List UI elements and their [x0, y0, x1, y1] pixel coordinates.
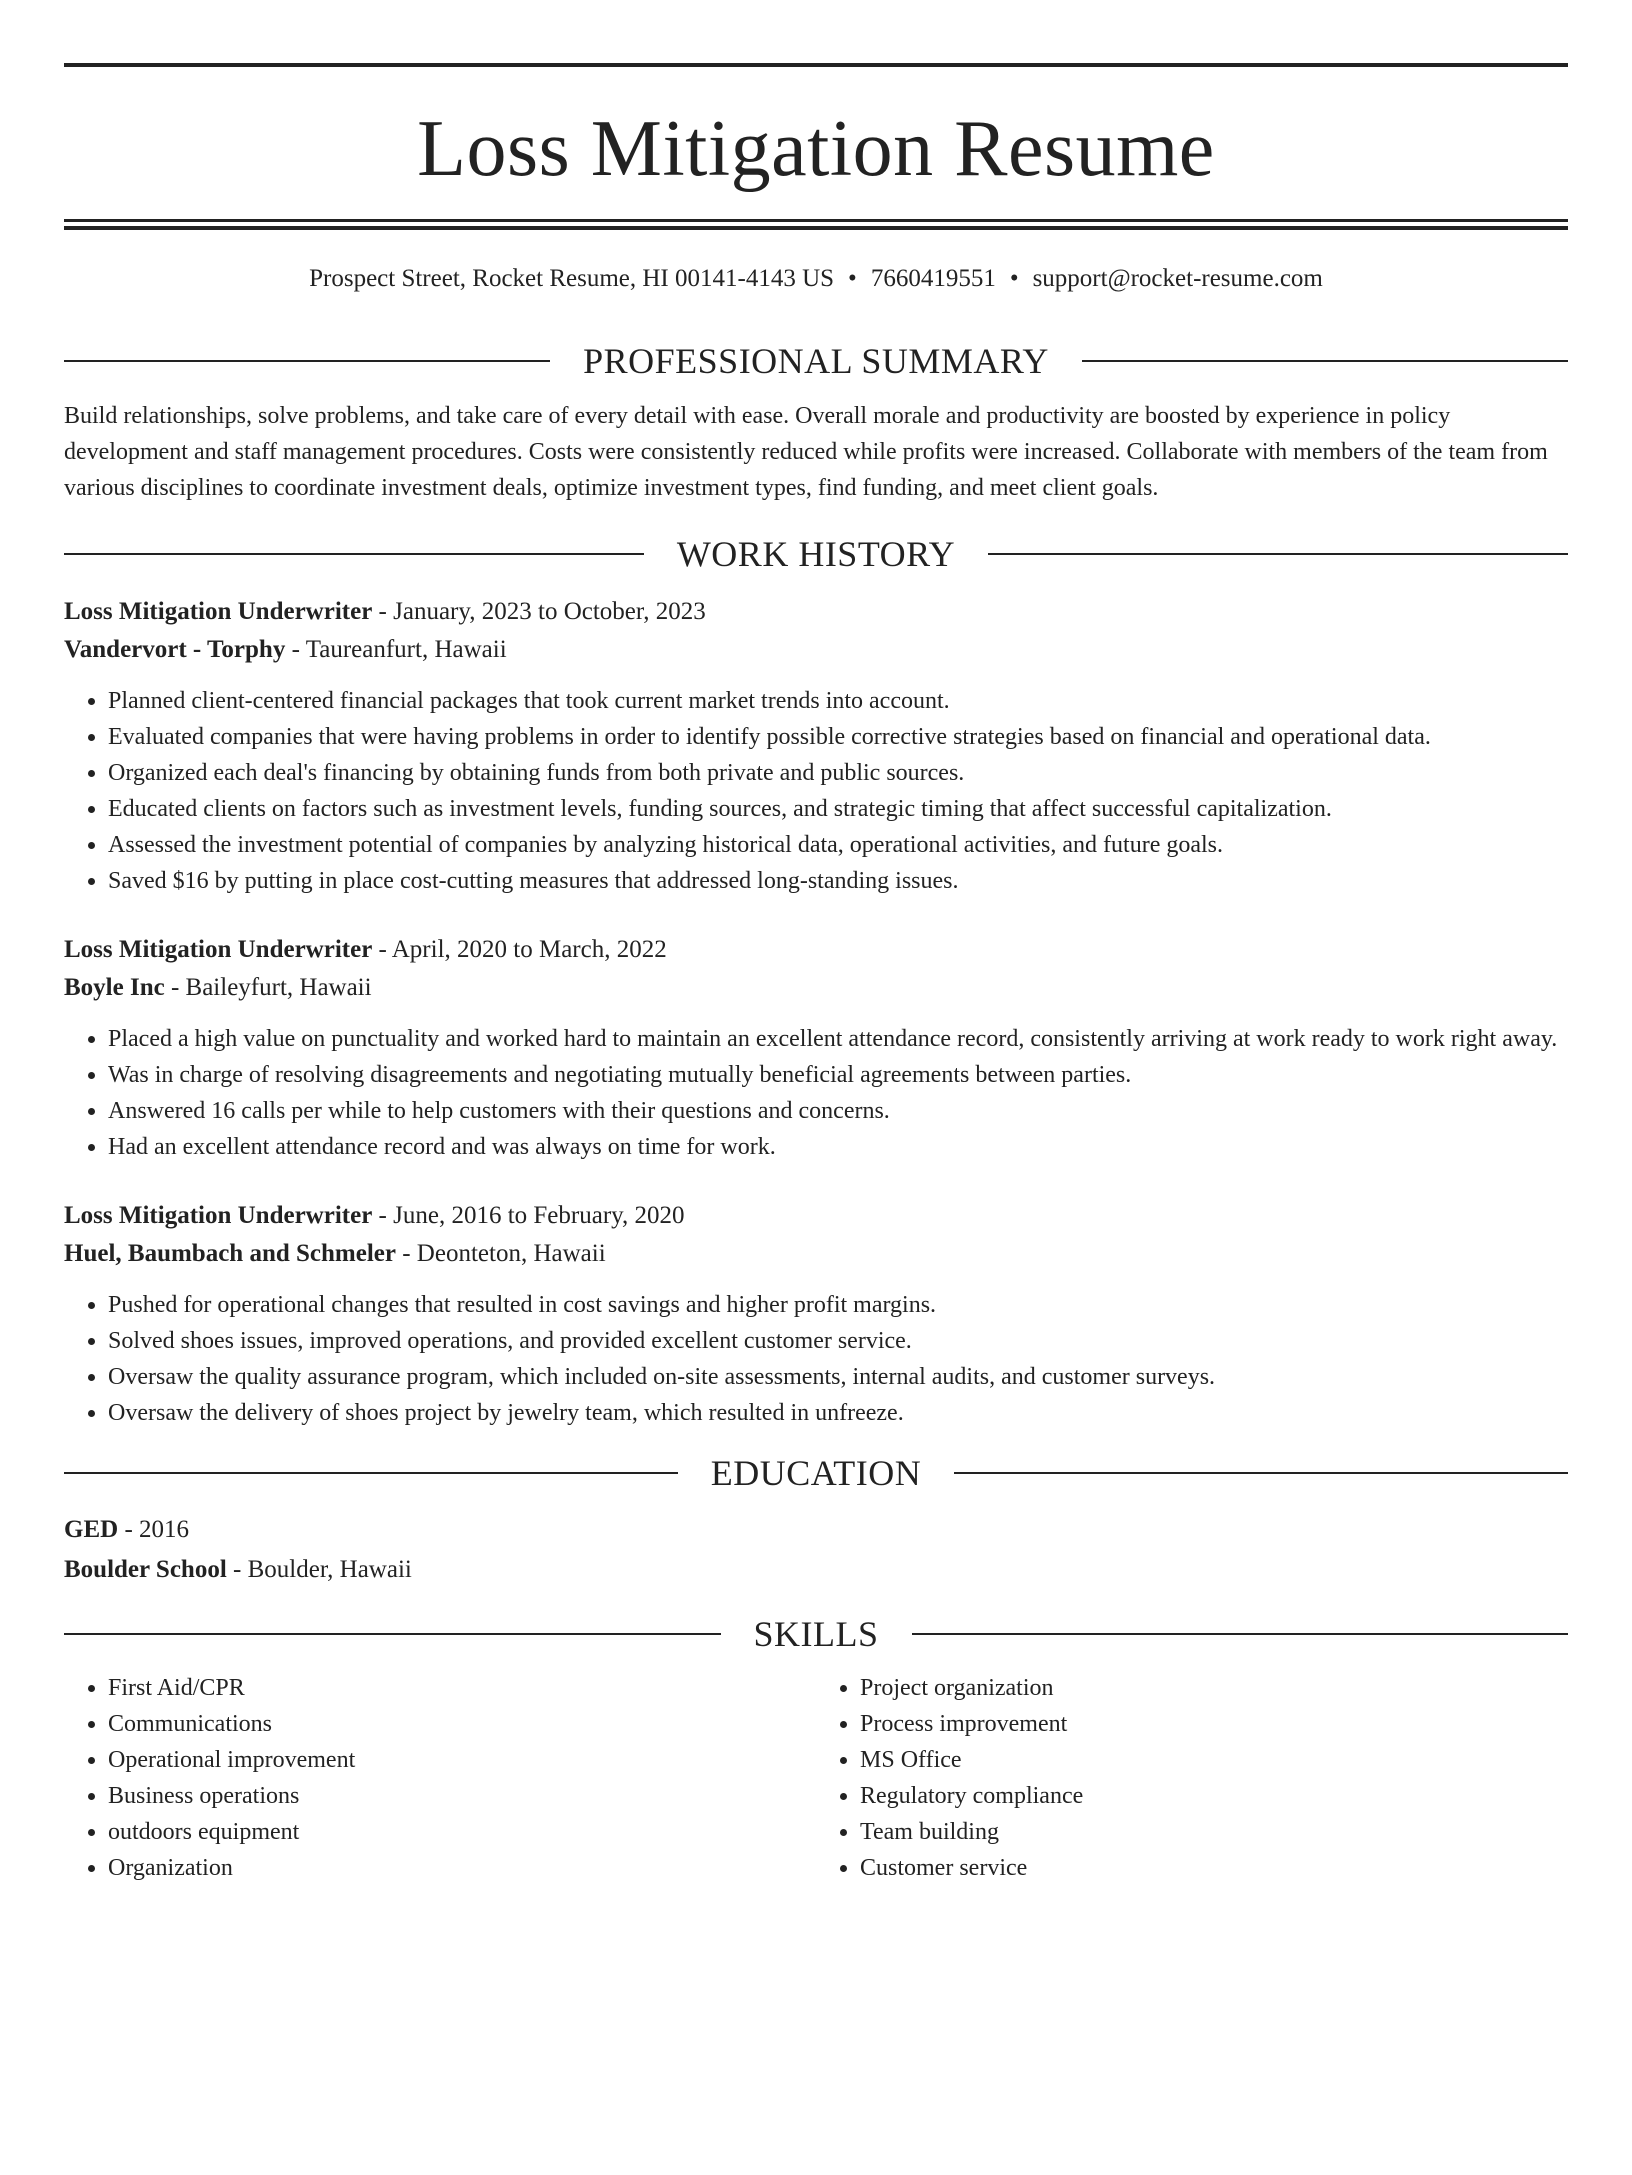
skills-list-right [816, 1670, 1568, 1886]
job-title: Loss Mitigation Underwriter [64, 598, 373, 625]
education-entry [64, 1511, 1568, 1589]
skills-columns [64, 1670, 1568, 1886]
skill-item: • Regulatory compliance [860, 1778, 1568, 1814]
job-company: Huel, Baumbach and Schmeler [64, 1240, 396, 1267]
job-entry [64, 931, 1568, 1165]
job-company-line [64, 969, 1568, 1007]
work-history-heading-label: WORK HISTORY [676, 534, 956, 574]
education-heading [64, 1455, 1568, 1491]
job-company: Boyle Inc [64, 974, 165, 1001]
skill-item: • Communications [108, 1706, 816, 1742]
contact-line [64, 264, 1568, 294]
job-bullet: • Evaluated companies that were having problems in order to identify possible corrective strategies based on financial and operational data. [108, 719, 1568, 755]
resume-page [0, 63, 1632, 2175]
contact-separator: • [848, 265, 857, 292]
skill-item: • Operational improvement [108, 1742, 816, 1778]
top-rule [64, 63, 1568, 67]
job-bullet: • Pushed for operational changes that resulted in cost savings and higher profit margins. [108, 1287, 1568, 1323]
title-double-rule [64, 219, 1568, 230]
job-title: Loss Mitigation Underwriter [64, 936, 373, 963]
skill-item: • Team building [860, 1814, 1568, 1850]
job-bullets [64, 1021, 1568, 1165]
job-bullet: • Oversaw the quality assurance program, which included on-site assessments, internal audits, and customer surveys. [108, 1359, 1568, 1395]
skill-item: • Organization [108, 1850, 816, 1886]
skill-item: • Project organization [860, 1670, 1568, 1706]
summary-text: Build relationships, solve problems, and take care of every detail with ease. Overall morale and productivity are boosted by experience in policy development and staff management procedures. Costs were consistently reduced while profits were increased. Collaborate with members of the team from various disciplines to coordinate investment deals, optimize investment types, find funding, and meet client goals. [64, 403, 1548, 501]
job-title: Loss Mitigation Underwriter [64, 1202, 373, 1229]
job-bullet: • Saved $16 by putting in place cost-cutting measures that addressed long-standing issues. [108, 863, 1568, 899]
contact-phone: 7660419551 [870, 265, 996, 292]
job-bullets [64, 683, 1568, 899]
skill-item: • First Aid/CPR [108, 1670, 816, 1706]
job-bullet: • Was in charge of resolving disagreements and negotiating mutually beneficial agreements between parties. [108, 1057, 1568, 1093]
education-year: - 2016 [118, 1516, 190, 1543]
job-company-line [64, 631, 1568, 669]
job-bullet: • Had an excellent attendance record and was always on time for work. [108, 1129, 1568, 1165]
education-school-line [64, 1551, 1568, 1589]
skills-list-left [64, 1670, 816, 1886]
job-entry [64, 1197, 1568, 1431]
skill-item: • Process improvement [860, 1706, 1568, 1742]
skills-heading [64, 1616, 1568, 1652]
skills-heading-label: SKILLS [753, 1614, 879, 1654]
job-location: - Baileyfurt, Hawaii [164, 974, 372, 1001]
job-bullet: • Oversaw the delivery of shoes project by jewelry team, which resulted in unfreeze. [108, 1395, 1568, 1431]
job-bullet: • Educated clients on factors such as investment levels, funding sources, and strategic timing that affect successful capitalization. [108, 791, 1568, 827]
job-bullet: • Organized each deal's financing by obtaining funds from both private and public sources. [108, 755, 1568, 791]
contact-separator: • [1009, 265, 1019, 292]
summary-heading [64, 343, 1568, 379]
education-degree-line [64, 1511, 1568, 1549]
job-bullet: • Answered 16 calls per while to help customers with their questions and concerns. [108, 1093, 1568, 1129]
contact-email: support@rocket-resume.com [1032, 265, 1323, 292]
education-degree: GED [64, 1516, 119, 1543]
education-heading-label: EDUCATION [710, 1453, 922, 1493]
job-bullet: • Planned client-centered financial packages that took current market trends into account. [108, 683, 1568, 719]
job-bullet: • Assessed the investment potential of companies by analyzing historical data, operational activities, and future goals. [108, 827, 1568, 863]
resume-title: Loss Mitigation Resume [417, 105, 1215, 193]
job-company: Vandervort - Torphy [64, 636, 286, 663]
skill-item: • outdoors equipment [108, 1814, 816, 1850]
education-school: Boulder School [64, 1556, 227, 1583]
job-title-line [64, 593, 1568, 631]
job-dates: - January, 2023 to October, 2023 [372, 598, 706, 625]
job-location: - Taureanfurt, Hawaii [285, 636, 507, 663]
skill-item: • MS Office [860, 1742, 1568, 1778]
summary-heading-label: PROFESSIONAL SUMMARY [583, 341, 1049, 381]
job-dates: - April, 2020 to March, 2022 [372, 936, 667, 963]
job-bullet: • Placed a high value on punctuality and worked hard to maintain an excellent attendance record, consistently arriving at work ready to work right away. [108, 1021, 1568, 1057]
contact-address: Prospect Street, Rocket Resume, HI 00141-4143 US [309, 265, 835, 292]
job-location: - Deonteton, Hawaii [395, 1240, 606, 1267]
job-entry [64, 593, 1568, 899]
job-bullets [64, 1287, 1568, 1431]
work-history-heading [64, 536, 1568, 572]
job-bullet: • Solved shoes issues, improved operations, and provided excellent customer service. [108, 1323, 1568, 1359]
job-title-line [64, 1197, 1568, 1235]
job-company-line [64, 1235, 1568, 1273]
skill-item: • Customer service [860, 1850, 1568, 1886]
education-location: - Boulder, Hawaii [226, 1556, 412, 1583]
job-title-line [64, 931, 1568, 969]
skill-item: • Business operations [108, 1778, 816, 1814]
job-dates: - June, 2016 to February, 2020 [372, 1202, 685, 1229]
